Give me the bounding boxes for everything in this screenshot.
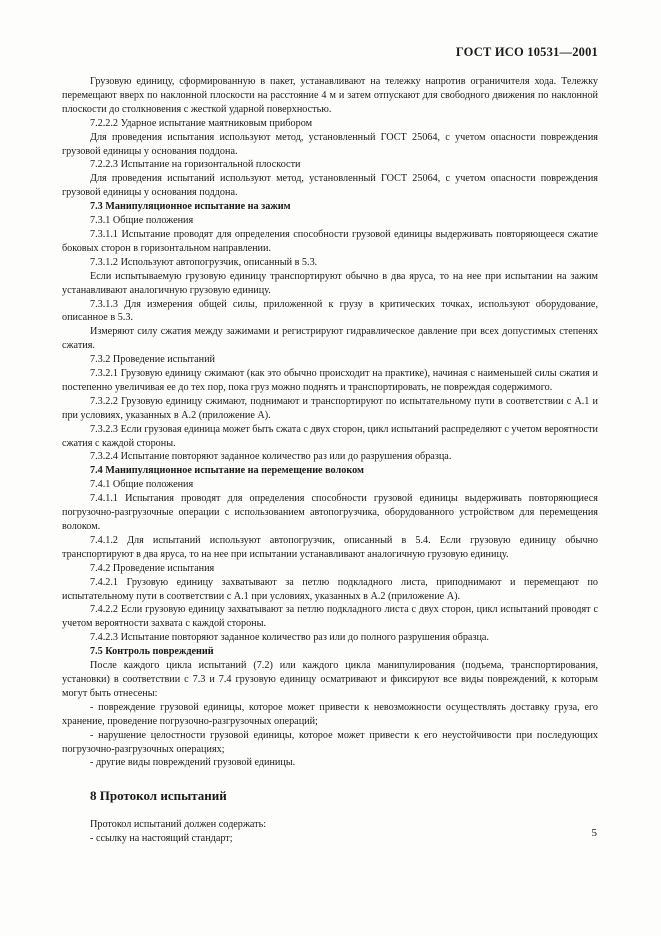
document-header: ГОСТ ИСО 10531—2001	[455, 45, 598, 59]
paragraph: 7.4.2.2 Если грузовую единицу захватывают за петлю подкладного листа с двух сторон, цикл испытаний проводят с учетом вероятности захвата с каждой стороны.	[62, 604, 598, 630]
paragraph: - повреждение грузовой единицы, которое может привести к невозможности осуществлять доставку груза, его хранение, проведение погрузочно-разгрузочных операций;	[62, 701, 598, 727]
section-heading: 8 Протокол испытаний	[90, 788, 227, 804]
paragraph: Для проведения испытания используют метод, установленный ГОСТ 25064, с учетом опасности повреждения грузовой единицы у основания поддона.	[62, 131, 598, 157]
paragraph: Грузовую единицу, сформированную в пакет, устанавливают на тележку напротив ограничителя хода. Тележку перемещают вверх по наклонной плоскости на расстояние 4 м и затем отпускают для свободного движения по наклонной плоскости до столкновения с жесткой ударной поверхностью.	[62, 76, 598, 115]
section-text: - ссылку на настоящий стандарт;	[90, 833, 233, 845]
paragraph: 7.3.1.1 Испытание проводят для определения способности грузовой единицы выдерживать повторяющееся сжатие боковых сторон в горизонтальном направлении.	[62, 228, 598, 254]
paragraph: 7.3.2.1 Грузовую единицу сжимают (как это обычно происходит на практике), начиная с наименьшей силы сжатия и постепенно увеличивая ее до тех пор, пока груз можно поднять и транспортировать, не повреждая содержимого.	[62, 368, 598, 393]
paragraph: 7.4.1.2 Для испытаний используют автопогрузчик, описанный в 5.4. Если грузовую единицу обычно транспортируют в два яруса, то на нее при испытании устанавливают аналогичную грузовую единицу.	[62, 534, 598, 560]
paragraph: - нарушение целостности грузовой единицы, которое может привести к его неустойчивости при последующих погрузочно-разгрузочных операциях;	[62, 729, 598, 755]
paragraph: 7.3.1.2 Используют автопогрузчик, описанный в 5.3.	[90, 256, 318, 268]
subsection-heading: 7.3 Манипуляционное испытание на зажим	[90, 201, 291, 213]
paragraph: 7.3.1.3 Для измерения общей силы, приложенной к грузу в критических точках, используют оборудование, описанное в 5.3.	[62, 298, 598, 324]
paragraph: 7.4.2 Проведение испытания	[90, 562, 215, 574]
paragraph: 7.2.2.2 Ударное испытание маятниковым прибором	[90, 117, 313, 129]
paragraph: 7.4.2.3 Испытание повторяют заданное количество раз или до полного разрушения образца.	[90, 632, 489, 644]
paragraph: 7.4.2.1 Грузовую единицу захватывают за петлю подкладного листа, приподнимают и перемещают по испытательному пути в соответствии с А.1 при условиях, указанных в А.2 (приложение А).	[62, 576, 598, 602]
paragraph: 7.3.2.4 Испытание повторяют заданное количество раз или до разрушения образца.	[90, 451, 452, 463]
subsection-heading: 7.5 Контроль повреждений	[90, 646, 214, 658]
section-text: Протокол испытаний должен содержать:	[90, 819, 267, 831]
paragraph: После каждого цикла испытаний (7.2) или каждого цикла манипулирования (подъема, транспортирования, установки) в соответствии с 7.3 и 7.4 грузовую единицу осматривают и фиксируют все виды повреждений, к которым могут быть отнесены:	[62, 660, 598, 699]
paragraph: Для проведения испытаний используют метод, установленный ГОСТ 25064, с учетом опасности повреждения грузовой единицы у основания поддона.	[62, 173, 598, 199]
paragraph: 7.2.2.3 Испытание на горизонтальной плоскости	[90, 159, 301, 171]
paragraph: Измеряют силу сжатия между зажимами и регистрируют гидравлическое давление при всех допустимых степенях сжатия.	[62, 326, 598, 352]
paragraph: - другие виды повреждений грузовой единицы.	[90, 757, 296, 769]
paragraph: 7.3.2 Проведение испытаний	[90, 354, 216, 366]
paragraph: 7.3.1 Общие положения	[90, 215, 194, 227]
paragraph: Если испытываемую грузовую единицу транспортируют обычно в два яруса, то на нее при испытании на зажим устанавливают аналогичную грузовую единицу.	[62, 270, 598, 296]
page-number: 5	[591, 827, 597, 839]
paragraph: 7.4.1 Общие положения	[90, 479, 194, 491]
page-content	[62, 75, 598, 846]
body-text	[62, 75, 598, 770]
subsection-heading: 7.4 Манипуляционное испытание на перемещение волоком	[90, 465, 364, 477]
paragraph: 7.3.2.2 Грузовую единицу сжимают, поднимают и транспортируют по испытательному пути в соответствии с А.1 и при условиях, указанных в А.2 (приложение А).	[62, 395, 598, 421]
paragraph: 7.4.1.1 Испытания проводят для определения способности грузовой единицы выдерживать повторяющиеся погрузочно-разгрузочные операции с использованием автопогрузчика, оборудованного устройством для перемещения волоком.	[62, 493, 598, 532]
paragraph: 7.3.2.3 Если грузовая единица может быть сжата с двух сторон, цикл испытаний распределяют с учетом вероятности сжатия с каждой стороны.	[62, 423, 598, 449]
